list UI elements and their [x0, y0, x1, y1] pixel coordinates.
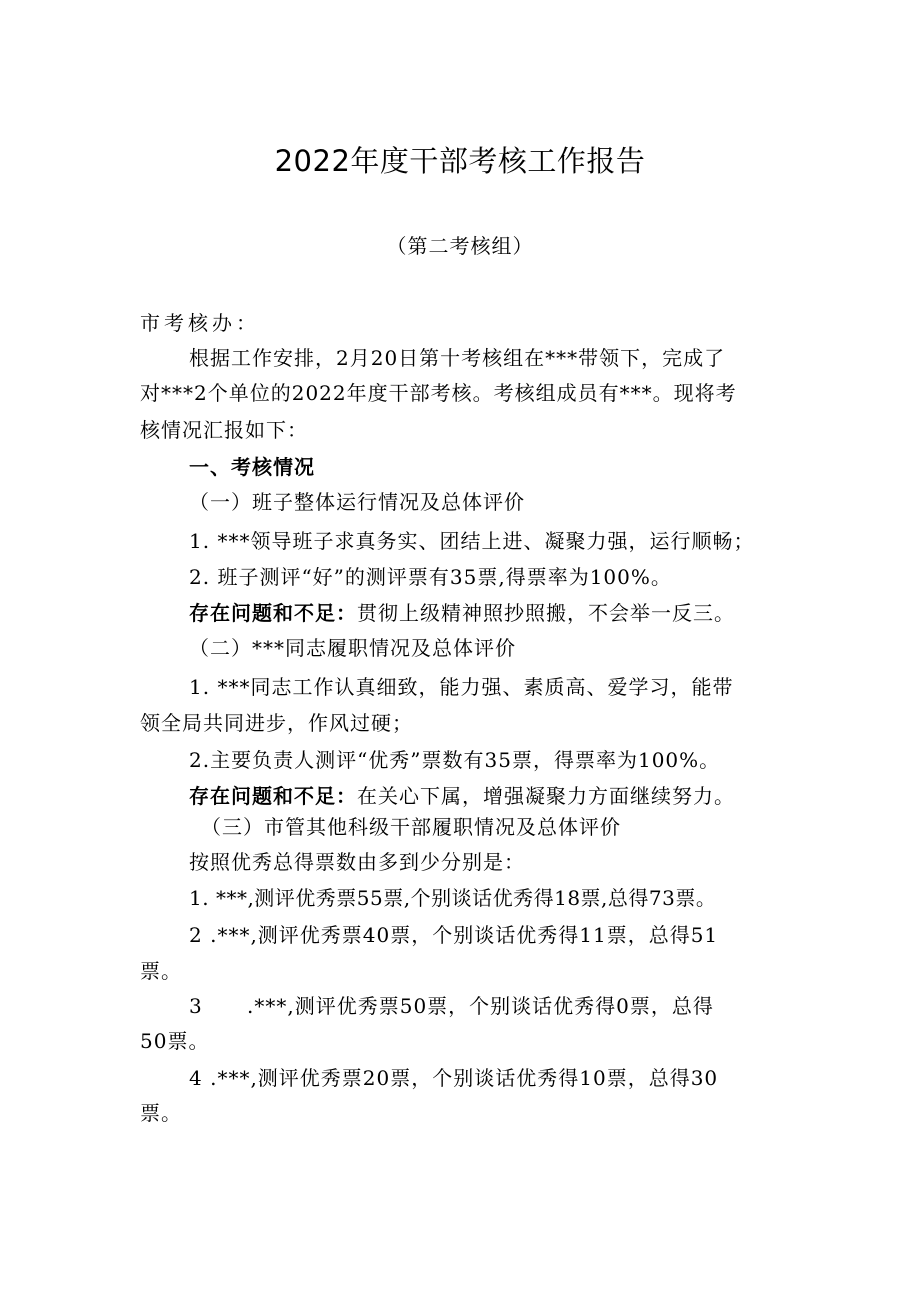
part-1-item-2: 2. 班子测评“好”的测评票有35票,得票率为100%。 [189, 565, 672, 589]
intro-line-3: 核情况汇报如下： [140, 418, 308, 442]
intro-line-2: 对***2个单位的2022年度干部考核。考核组成员有***。现将考 [140, 381, 737, 405]
part-1-item-1: 1. ***领导班子求真务实、团结上进、凝聚力强，运行顺畅； [189, 529, 755, 553]
part-3-item-2-line-1: 2 .***,测评优秀票40票，个别谈话优秀得11票，总得51 [189, 923, 719, 947]
intro-line-1: 根据工作安排，2月20日第十考核组在***带领下，完成了 [189, 346, 726, 370]
part-3-item-3-number: 3 [189, 994, 203, 1018]
part-2-heading: （二）***同志履职情况及总体评价 [189, 636, 516, 660]
part-3-item-1: 1. ***,测评优秀票55票,个别谈话优秀得18票,总得73票。 [189, 886, 717, 910]
part-3-item-3-line-1: .***,测评优秀票50票，个别谈话优秀得0票，总得 [247, 994, 714, 1018]
part-2-item-1-line-2: 领全局共同进步，作风过硬； [140, 711, 413, 735]
part-2-item-1-line-1: 1. ***同志工作认真细致，能力强、素质高、爱学习，能带 [189, 675, 734, 699]
part-3-item-2-line-2: 票。 [140, 959, 182, 983]
section-1-heading: 一、考核情况 [189, 455, 315, 479]
part-1-issue-text: 贯彻上级精神照抄照搬，不会举一反三。 [357, 601, 735, 625]
part-2-item-2: 2.主要负责人测评“优秀”票数有35票，得票率为100%。 [189, 748, 721, 772]
part-3-heading: （三）市管其他科级干部履职情况及总体评价 [201, 815, 621, 839]
part-3-item-4-line-1: 4 .***,测评优秀票20票，个别谈话优秀得10票，总得30 [189, 1066, 719, 1090]
part-3-lead: 按照优秀总得票数由多到少分别是： [189, 850, 525, 874]
part-2-issue-text: 在关心下属，增强凝聚力方面继续努力。 [357, 784, 735, 808]
part-1-issue [189, 599, 735, 627]
part-1-issue-label: 存在问题和不足： [189, 601, 357, 625]
part-1-heading: （一）班子整体运行情况及总体评价 [189, 490, 525, 514]
document-subtitle: （第二考核组） [386, 234, 534, 258]
part-3-item-4-line-2: 票。 [140, 1101, 182, 1125]
part-2-issue [189, 782, 735, 810]
document-title: 2022年度干部考核工作报告 [274, 144, 646, 178]
part-3-item-3-line-2: 50票。 [140, 1029, 210, 1053]
salutation: 市考核办： [140, 311, 260, 335]
part-2-issue-label: 存在问题和不足： [189, 784, 357, 808]
